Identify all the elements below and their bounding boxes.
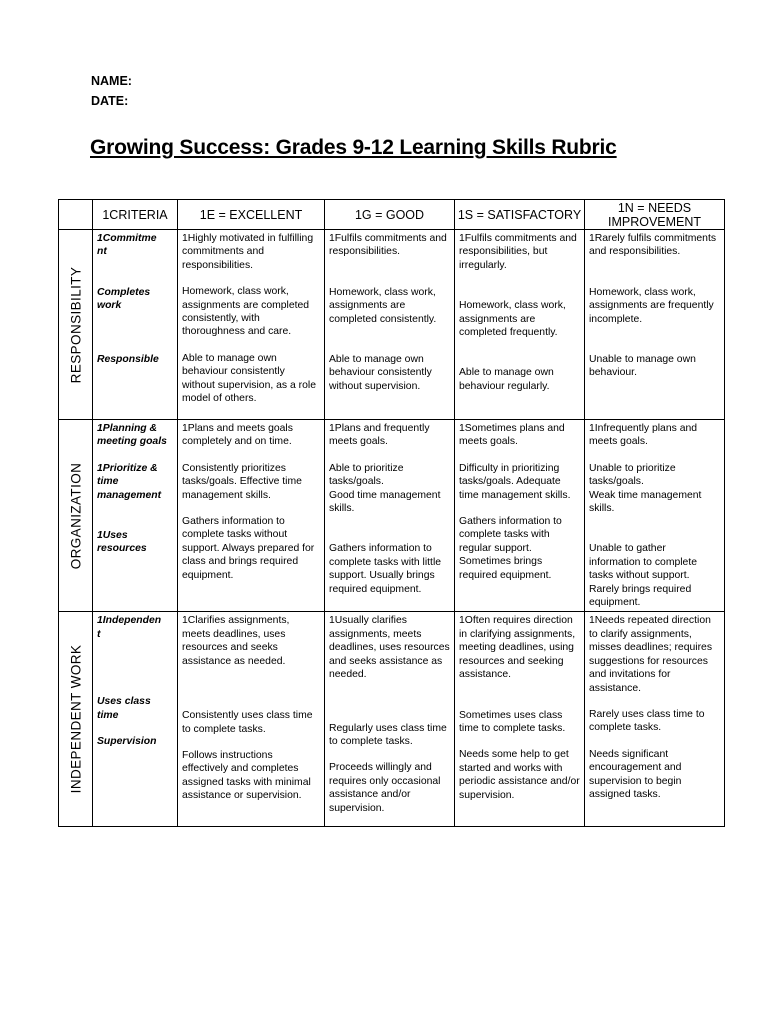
- good-cell: [325, 230, 455, 420]
- criterion-text: nt: [97, 246, 107, 258]
- section-label-cell: [59, 230, 93, 420]
- descriptor: Needs significant encouragement and supervision to begin assigned tasks.: [589, 748, 682, 800]
- descriptor: 1Rarely fulfils commitments and responsibilities.: [589, 233, 717, 258]
- descriptor: Able to manage own behaviour regularly.: [459, 367, 554, 392]
- descriptor: Homework, class work, assignments are frequently incomplete.: [589, 286, 714, 325]
- section-label: ORGANIZATION: [67, 462, 83, 570]
- criteria-cell: [93, 612, 178, 827]
- descriptor: Proceeds willingly and requires only occasional assistance and/or supervision.: [329, 762, 441, 814]
- descriptor: 1Clarifies assignments, meets deadlines, uses resources and seeks assistance as needed.: [182, 615, 290, 667]
- descriptor: 1Plans and meets goals completely and on time.: [182, 423, 293, 448]
- col-criteria: 1CRITERIA: [93, 200, 178, 230]
- descriptor: Unable to prioritize tasks/goals.: [589, 462, 676, 488]
- descriptor: Difficulty in prioritizing tasks/goals. Adequate time management skills.: [459, 462, 571, 501]
- descriptor: 1Sometimes plans and meets goals.: [459, 423, 565, 448]
- needs-cell: [585, 612, 725, 827]
- descriptor: Gathers information to complete tasks with little support. Usually brings required equipment.: [329, 543, 442, 595]
- descriptor: Needs some help to get started and works with periodic assistance and/or supervision.: [459, 749, 580, 801]
- satisfactory-cell: [455, 612, 585, 827]
- descriptor: Sometimes uses class time to complete tasks.: [459, 709, 566, 734]
- good-cell: [325, 420, 455, 612]
- section-row-organization: [59, 420, 725, 612]
- criterion-text: Completes work: [97, 286, 151, 312]
- criterion-text: 1Prioritize & time management: [97, 462, 162, 501]
- excellent-cell: [178, 420, 325, 612]
- descriptor: Able to prioritize tasks/goals.: [329, 462, 404, 488]
- corner-cell: [59, 200, 93, 230]
- col-needs-line-1: 1N = NEEDS: [617, 200, 692, 215]
- col-good: 1G = GOOD: [325, 200, 455, 230]
- descriptor: 1Infrequently plans and meets goals.: [589, 423, 698, 448]
- criterion-text: t: [97, 628, 101, 640]
- descriptor: 1Needs repeated direction to clarify assignments, misses deadlines; requires suggestions for resources and invitations for assistance.: [589, 615, 713, 694]
- descriptor: 1Fulfils commitments and responsibilities.: [329, 233, 447, 258]
- descriptor: 1Highly motivated in fulfilling commitments and responsibilities.: [182, 233, 314, 271]
- descriptor: Consistently prioritizes tasks/goals. Effective time management skills.: [182, 462, 302, 501]
- col-needs-line-2: IMPROVEMENT: [607, 214, 702, 229]
- section-label-cell: [59, 612, 93, 827]
- needs-cell: [585, 420, 725, 612]
- section-label-cell: [59, 420, 93, 612]
- header-row: [59, 200, 725, 230]
- page-title: Growing Success: Grades 9-12 Learning Skills Rubric: [90, 136, 617, 159]
- descriptor: Able to manage own behaviour consistently without supervision, as a role model of others.: [182, 352, 316, 405]
- descriptor: Homework, class work, assignments are completed frequently.: [459, 300, 566, 339]
- satisfactory-cell: [455, 420, 585, 612]
- descriptor: Homework, class work, assignments are completed consistently, with thoroughness and care.: [182, 286, 310, 338]
- criterion-text: 1Commitme: [97, 233, 157, 244]
- excellent-cell: [178, 230, 325, 420]
- criterion-text: Supervision: [97, 736, 157, 748]
- descriptor: Gathers information to complete tasks with regular support. Sometimes brings required equipment.: [459, 516, 562, 581]
- section-row-independent-work: [59, 612, 725, 827]
- criterion-text: 1Independen: [97, 615, 162, 627]
- rubric-table: [58, 199, 725, 827]
- descriptor: Rarely uses class time to complete tasks.: [589, 708, 705, 734]
- col-needs-improvement: [585, 200, 725, 230]
- section-label: RESPONSIBILITY: [67, 266, 83, 383]
- needs-cell: [585, 230, 725, 420]
- descriptor: Weak time management skills.: [589, 489, 702, 515]
- descriptor: 1Plans and frequently meets goals.: [329, 423, 430, 448]
- student-info: [91, 71, 132, 111]
- criteria-cell: [93, 230, 178, 420]
- criterion-text: 1Uses resources: [97, 530, 147, 555]
- descriptor: Follows instructions effectively and completes assigned tasks with minimal assistance or supervision.: [182, 749, 311, 802]
- descriptor: 1Usually clarifies assignments, meets deadlines, uses resources and seeks assistance as needed.: [329, 615, 450, 681]
- good-cell: [325, 612, 455, 827]
- descriptor: 1Often requires direction in clarifying assignments, meeting deadlines, using resources and seeking assistance.: [459, 615, 576, 681]
- section-row-responsibility: [59, 230, 725, 420]
- col-excellent: 1E = EXCELLENT: [178, 200, 325, 230]
- descriptor: 1Fulfils commitments and responsibilities, but irregularly.: [459, 233, 577, 271]
- descriptor: Consistently uses class time to complete tasks.: [182, 710, 313, 735]
- criteria-cell: [93, 420, 178, 612]
- descriptor: Gathers information to complete tasks without support. Always prepared for class and brings required equipment.: [182, 516, 315, 581]
- descriptor: Able to manage own behaviour consistently without supervision.: [329, 354, 432, 392]
- descriptor: Unable to gather information to complete tasks without support. Rarely brings required equipment.: [589, 543, 698, 609]
- col-satisfactory: 1S = SATISFACTORY: [455, 200, 585, 230]
- descriptor: Regularly uses class time to complete tasks.: [329, 722, 447, 747]
- criterion-text: Responsible: [97, 353, 159, 365]
- section-label: INDEPENDENT WORK: [67, 645, 83, 794]
- criterion-text: 1Planning & meeting goals: [97, 423, 167, 448]
- descriptor: Good time management skills.: [329, 489, 441, 515]
- date-label: DATE:: [91, 94, 129, 108]
- descriptor: Homework, class work, assignments are completed consistently.: [329, 286, 437, 325]
- satisfactory-cell: [455, 230, 585, 420]
- criterion-text: Uses class time: [97, 696, 151, 721]
- descriptor: Unable to manage own behaviour.: [589, 354, 696, 379]
- excellent-cell: [178, 612, 325, 827]
- name-label: NAME:: [91, 74, 132, 88]
